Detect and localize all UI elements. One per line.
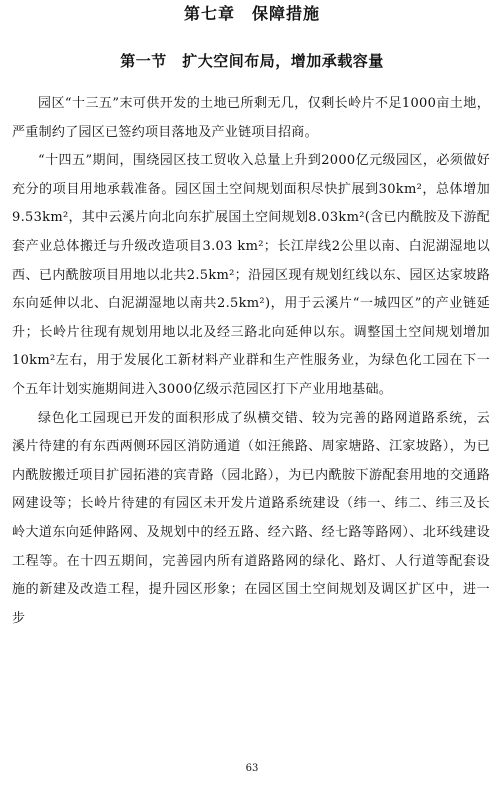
section-title: 第一节 扩大空间布局，增加承载容量	[120, 52, 384, 70]
body-text	[12, 90, 490, 633]
page-number: 63	[245, 763, 259, 774]
chapter-title: 第七章 保障措施	[183, 4, 320, 23]
paragraph-land-shortage: 园区“十三五”末可供开发的土地已所剩无几，仅剩长岭片不足1000亩土地，严重制约了园区已签约项目落地及产业链项目招商。	[12, 96, 490, 140]
paragraph-land-expansion: “十四五”期间，围绕园区技工贸收入总量上升到2000亿元级园区，必须做好充分的项目用地承载准备。园区国土空间规划面积尽快扩展到30km²，总体增加9.53km²，其中云溪片向北向东扩展国土空间规划8.03km²(含已内酰胺及下游配套产业总体搬迁与升级改造项目3.03 km²；长江岸线2公里以南、白泥湖湿地以西、已内酰胺项目用地以北共2.5km²；沿园区现有规划红线以东、园区达家坡路东向延伸以北、白泥湖湿地以南共2.5km²)，用于云溪片“一城四区”的产业链延升；长岭片往现有规划用地以北及经三路北向延伸以东。调整国土空间规划增加10km²左右，用于发展化工新材料产业群和生产性服务业，为绿色化工园在下一个五年计划实施期间进入3000亿级示范园区打下产业用地基础。	[12, 153, 490, 397]
paragraph-road-network: 绿色化工园现已开发的面积形成了纵横交错、较为完善的路网道路系统，云溪片待建的有东西两侧环园区消防通道（如汪熊路、周家塘路、江家坡路），为已内酰胺搬迁项目扩园拓港的宾青路（园北路），为已内酰胺下游配套用地的交通路网建设等；长岭片待建的有园区未开发片道路系统建设（纬一、纬二、纬三及长岭大道东向延伸路网、及规划中的经五路、经六路、经七路等路网）、北环线建设工程等。在十四五期间，完善园内所有道路路网的绿化、路灯、人行道等配套设施的新建及改造工程，提升园区形象；在园区国土空间规划及调区扩区中，进一步	[12, 410, 490, 626]
